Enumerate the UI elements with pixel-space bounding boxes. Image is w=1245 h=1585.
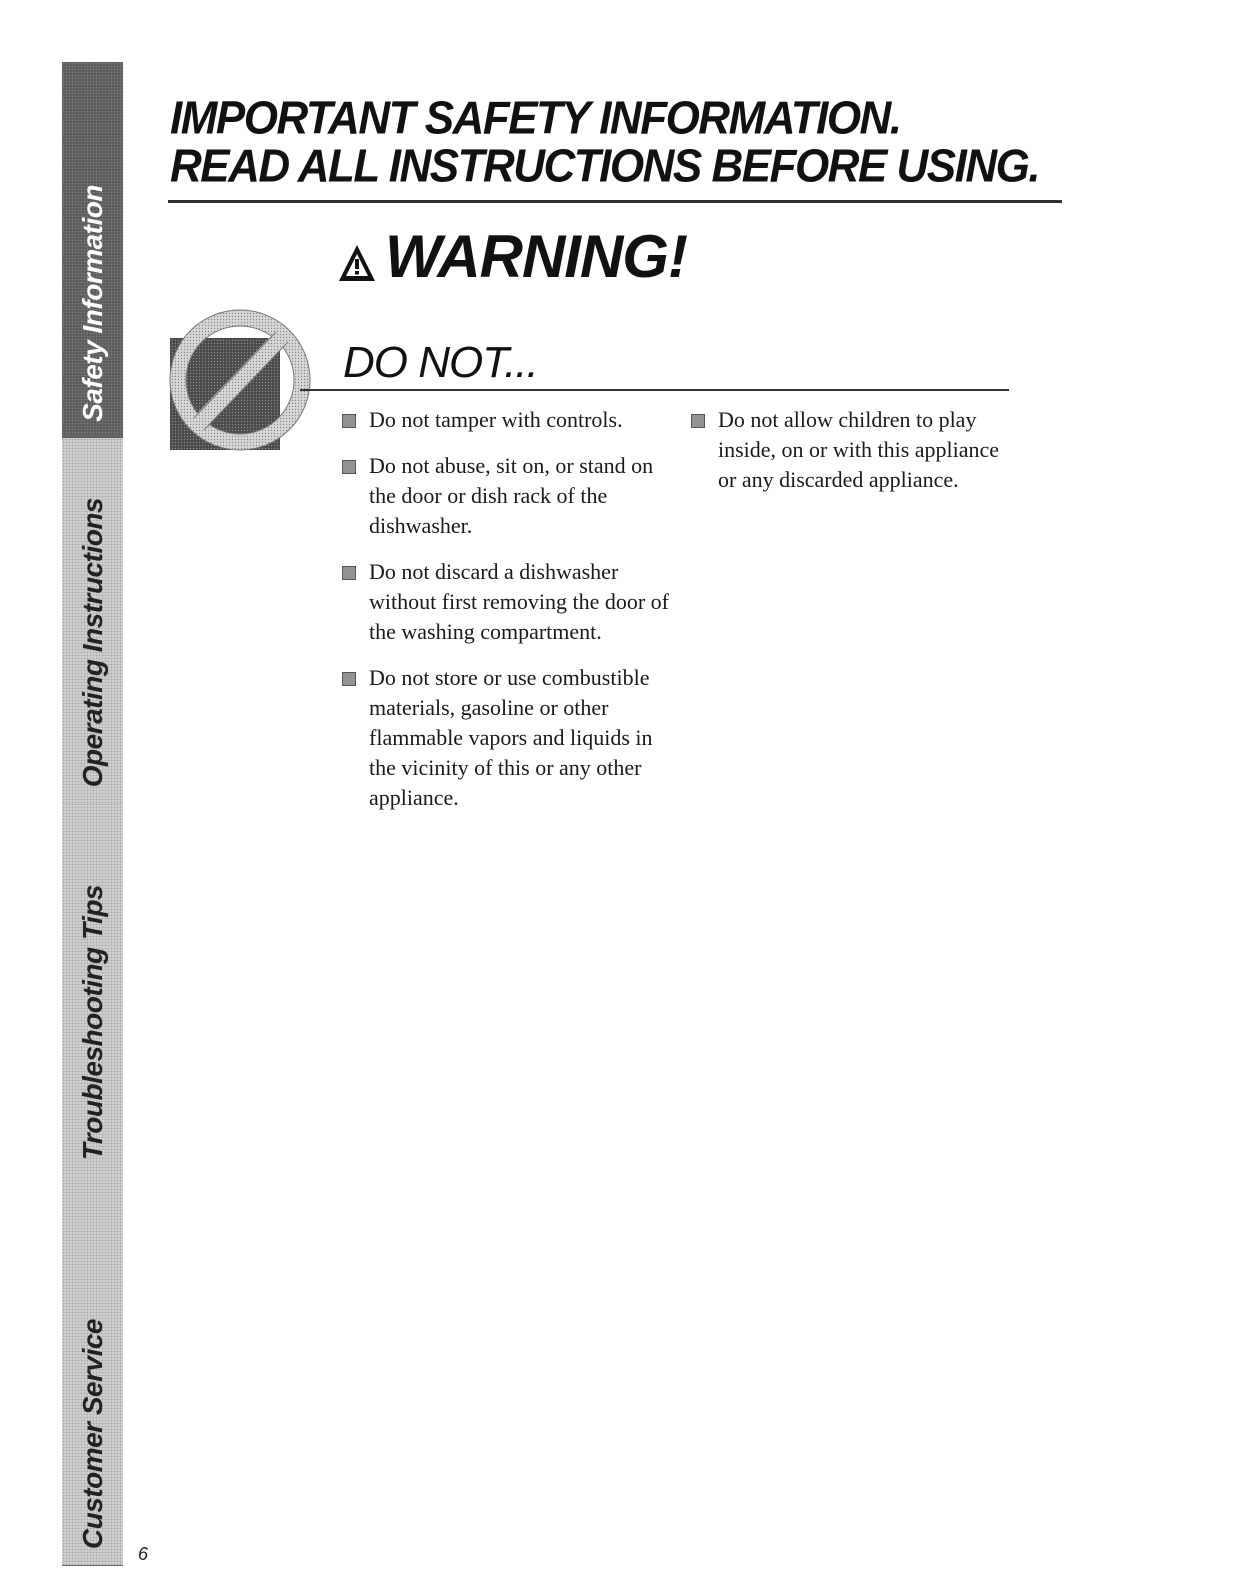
warning-heading: WARNING! [385, 223, 687, 290]
list-item [342, 663, 672, 813]
tab-label: Troubleshooting Tips [76, 884, 108, 1160]
list-item [342, 405, 672, 435]
list-item [342, 451, 672, 541]
page-title-line-1: IMPORTANT SAFETY INFORMATION. [170, 92, 901, 145]
tab-safety-information[interactable] [62, 62, 123, 439]
list-item-text: Do not store or use combustible materials, gasoline or other flammable vapors and liquids in the vicinity of this or any other appliance. [369, 665, 653, 810]
page-title-line-2: READ ALL INSTRUCTIONS BEFORE USING. [170, 140, 1040, 193]
prohibition-icon [168, 300, 312, 458]
tab-operating-instructions[interactable] [62, 438, 123, 804]
square-bullet-icon [691, 414, 705, 428]
do-not-list-column-1 [342, 405, 672, 829]
list-item [691, 405, 1021, 495]
tab-label: Customer Service [76, 1318, 108, 1549]
warning-banner [337, 222, 687, 291]
square-bullet-icon [342, 414, 356, 428]
tab-label: Operating Instructions [76, 497, 108, 787]
list-item [342, 557, 672, 647]
square-bullet-icon [342, 460, 356, 474]
do-not-heading: DO NOT... [343, 338, 538, 387]
list-item-text: Do not abuse, sit on, or stand on the door or dish rack of the dishwasher. [369, 453, 654, 538]
section-tabs [62, 62, 123, 1565]
list-item-text: Do not discard a dishwasher without first removing the door of the washing compartment. [369, 559, 670, 644]
do-not-list-column-2 [691, 405, 1021, 511]
page-number: 6 [138, 1544, 149, 1564]
list-item-text: Do not tamper with controls. [369, 407, 623, 432]
header-divider [168, 200, 1062, 203]
square-bullet-icon [342, 672, 356, 686]
tab-troubleshooting-tips[interactable] [62, 803, 123, 1177]
warning-triangle-icon [337, 243, 377, 283]
do-not-divider [300, 389, 1009, 391]
tab-label: Safety Information [76, 185, 108, 422]
square-bullet-icon [342, 566, 356, 580]
tab-customer-service[interactable] [62, 1176, 123, 1566]
list-item-text: Do not allow children to play inside, on or with this appliance or any discarded appliance. [718, 407, 1000, 492]
